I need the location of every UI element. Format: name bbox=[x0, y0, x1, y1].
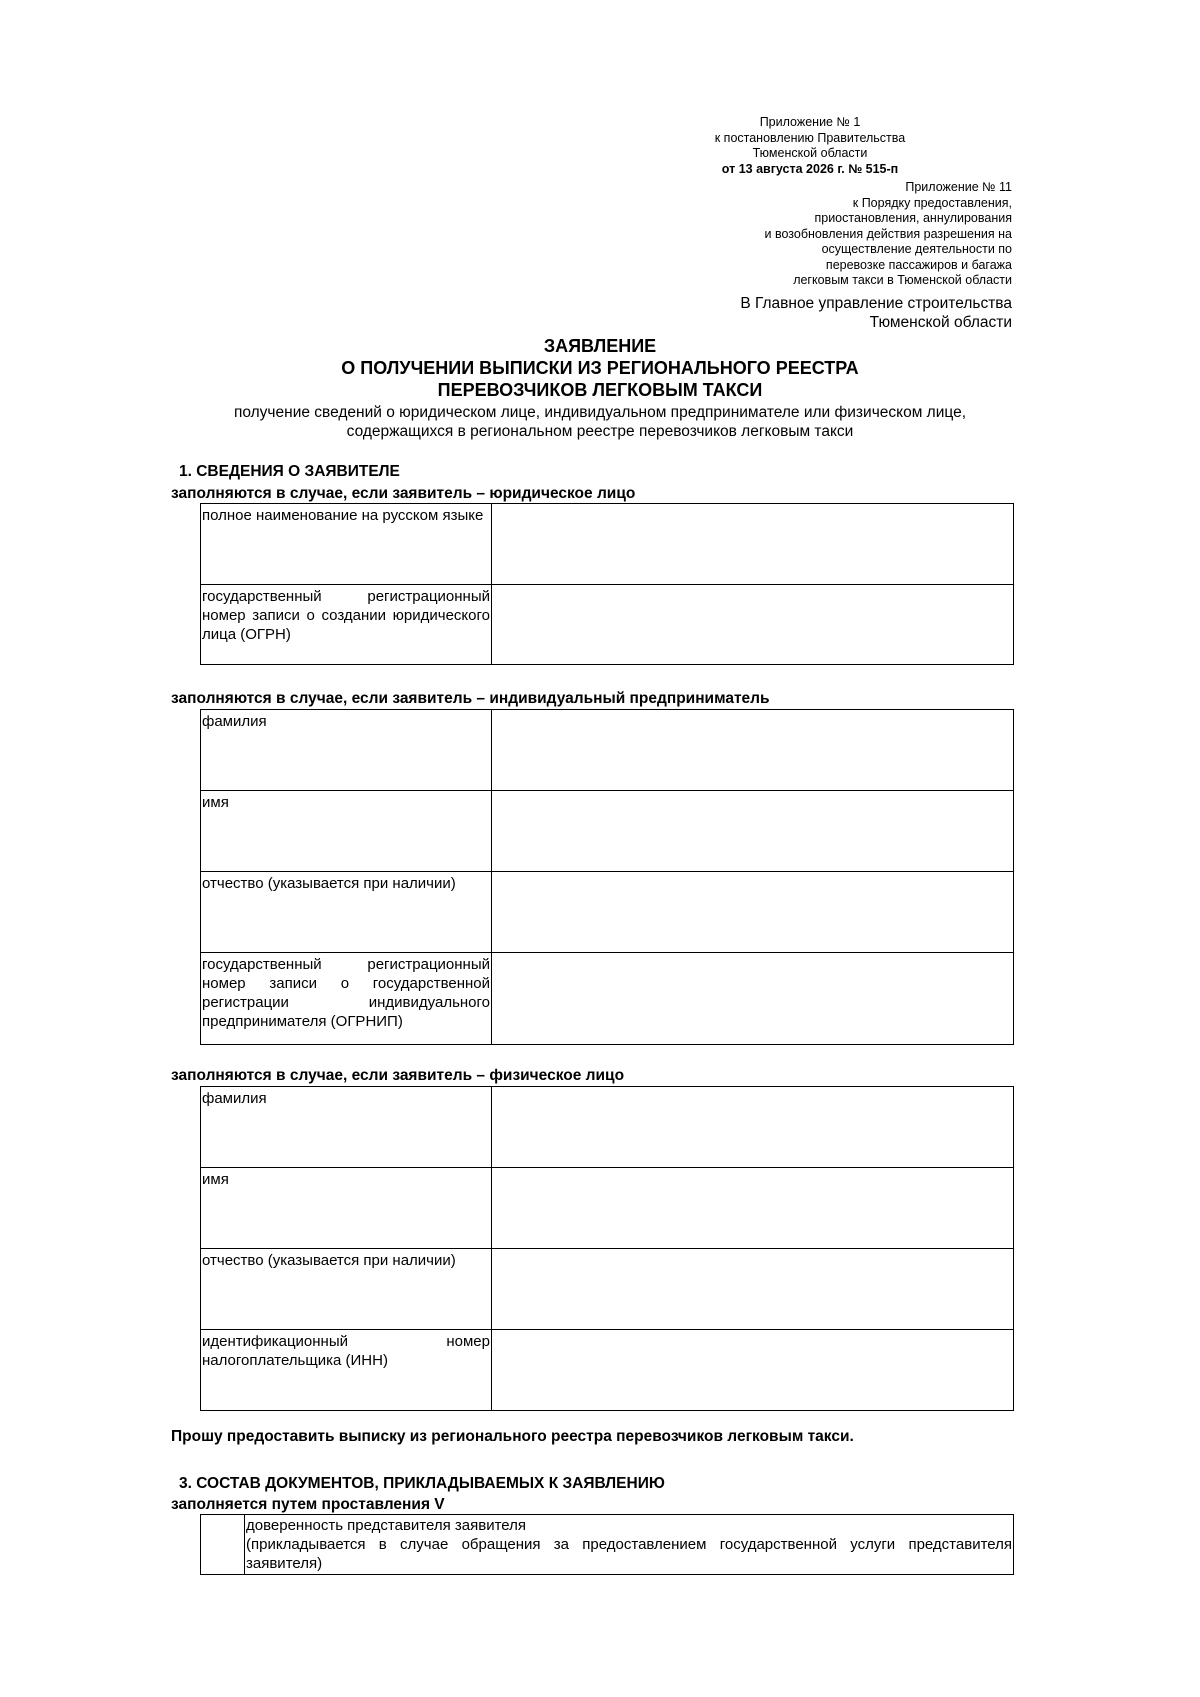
annex-11-line: и возобновления действия разрешения на bbox=[764, 226, 1012, 241]
annex-11-line: осуществление деятельности по bbox=[821, 242, 1012, 256]
legal-entity-table bbox=[200, 503, 1014, 665]
legal-name-label: полное наименование на русском языке bbox=[201, 504, 492, 585]
ip-patronymic-label: отчество (указывается при наличии) bbox=[201, 872, 492, 953]
table-row bbox=[201, 504, 1014, 585]
recipient-line: Тюменской области bbox=[869, 314, 1012, 331]
table-row bbox=[201, 791, 1014, 872]
ip-surname-label: фамилия bbox=[201, 710, 492, 791]
power-of-attorney-label bbox=[245, 1515, 1014, 1575]
power-of-attorney-title: доверенность представителя заявителя bbox=[246, 1517, 527, 1534]
annex-1-line: Приложение № 1 bbox=[759, 115, 861, 129]
annex-11-line: к Порядку предоставления, bbox=[852, 195, 1012, 210]
annex-11-note bbox=[600, 180, 1012, 289]
table-row bbox=[201, 585, 1014, 665]
table-row bbox=[201, 953, 1014, 1045]
ogrnip-field[interactable] bbox=[492, 953, 1014, 1045]
power-of-attorney-checkbox[interactable] bbox=[201, 1515, 245, 1575]
title-line: ЗАЯВЛЕНИЕ bbox=[543, 336, 657, 356]
table-row bbox=[201, 1168, 1014, 1249]
ogrn-field[interactable] bbox=[492, 585, 1014, 665]
table-row bbox=[201, 1330, 1014, 1411]
individual-table bbox=[200, 1086, 1014, 1411]
person-patronymic-label: отчество (указывается при наличии) bbox=[201, 1249, 492, 1330]
recipient bbox=[600, 294, 1012, 332]
annex-11-line: перевозке пассажиров и багажа bbox=[825, 257, 1012, 272]
ogrn-label: государственный регистрационный номер записи о создании юридического лица (ОГРН) bbox=[201, 585, 492, 665]
annex-1-decree: от 13 августа 2026 г. № 515-п bbox=[721, 161, 899, 176]
section-3-heading: 3. СОСТАВ ДОКУМЕНТОВ, ПРИКЛАДЫВАЕМЫХ К ЗАЯВЛЕНИЮ bbox=[179, 1475, 665, 1492]
legal-name-field[interactable] bbox=[492, 504, 1014, 585]
title-line: О ПОЛУЧЕНИИ ВЫПИСКИ ИЗ РЕГИОНАЛЬНОГО РЕЕСТРА bbox=[341, 358, 859, 378]
ip-patronymic-field[interactable] bbox=[492, 872, 1014, 953]
annex-1-line: Тюменской области bbox=[752, 146, 868, 160]
person-name-field[interactable] bbox=[492, 1168, 1014, 1249]
ip-name-label: имя bbox=[201, 791, 492, 872]
ogrnip-label: государственный регистрационный номер записи о государственной регистрации индивидуального предпринимателя (ОГРНИП) bbox=[201, 953, 492, 1045]
inn-field[interactable] bbox=[492, 1330, 1014, 1411]
table-row bbox=[201, 1515, 1014, 1575]
entrepreneur-caption: заполняются в случае, если заявитель – индивидуальный предприниматель bbox=[171, 690, 770, 707]
person-surname-label: фамилия bbox=[201, 1087, 492, 1168]
legal-entity-caption: заполняются в случае, если заявитель – юридическое лицо bbox=[171, 485, 636, 502]
individual-caption: заполняются в случае, если заявитель – физическое лицо bbox=[171, 1067, 625, 1084]
annex-1-line: к постановлению Правительства bbox=[714, 130, 906, 145]
section-1-heading: 1. СВЕДЕНИЯ О ЗАЯВИТЕЛЕ bbox=[179, 463, 400, 480]
person-name-label: имя bbox=[201, 1168, 492, 1249]
table-row bbox=[201, 872, 1014, 953]
documents-table bbox=[200, 1514, 1014, 1575]
subtitle-line: содержащихся в региональном реестре перевозчиков легковым такси bbox=[346, 423, 854, 440]
table-row bbox=[201, 1249, 1014, 1330]
title-line: ПЕРЕВОЗЧИКОВ ЛЕГКОВЫМ ТАКСИ bbox=[437, 380, 763, 400]
power-of-attorney-note: (прикладывается в случае обращения за предоставлением государственной услуги представителя заявителя) bbox=[246, 1536, 1012, 1572]
section-3-caption: заполняется путем проставления V bbox=[171, 1496, 445, 1513]
annex-1-note bbox=[660, 115, 960, 177]
entrepreneur-table bbox=[200, 709, 1014, 1045]
annex-11-line: приостановления, аннулирования bbox=[814, 211, 1012, 225]
table-row bbox=[201, 1087, 1014, 1168]
document-subtitle bbox=[120, 403, 1080, 441]
inn-label: идентификационный номер налогоплательщика (ИНН) bbox=[201, 1330, 492, 1411]
person-patronymic-field[interactable] bbox=[492, 1249, 1014, 1330]
ip-name-field[interactable] bbox=[492, 791, 1014, 872]
table-row bbox=[201, 710, 1014, 791]
person-surname-field[interactable] bbox=[492, 1087, 1014, 1168]
recipient-line: В Главное управление строительства bbox=[740, 295, 1012, 312]
annex-11-line: Приложение № 11 bbox=[905, 180, 1012, 194]
annex-11-line: легковым такси в Тюменской области bbox=[793, 273, 1012, 287]
subtitle-line: получение сведений о юридическом лице, индивидуальном предпринимателе или физическом лице, bbox=[233, 404, 967, 421]
ip-surname-field[interactable] bbox=[492, 710, 1014, 791]
request-statement: Прошу предоставить выписку из регионального реестра перевозчиков легковым такси. bbox=[171, 1428, 854, 1445]
document-title bbox=[200, 335, 1000, 401]
